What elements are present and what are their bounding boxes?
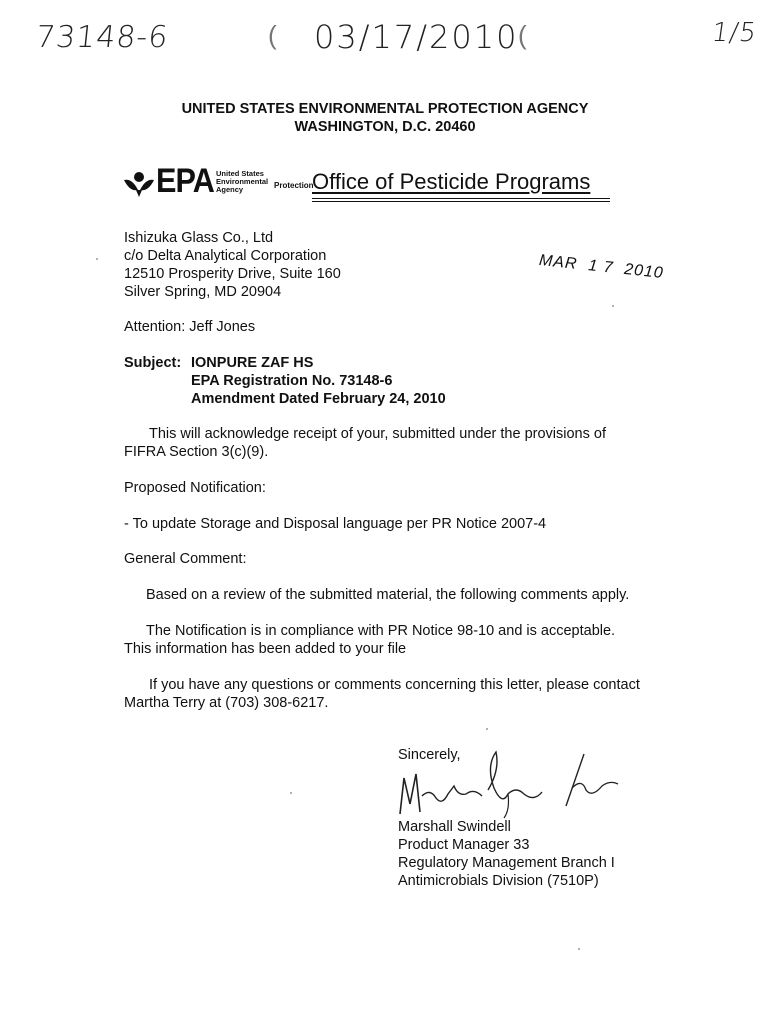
proposed-label: Proposed Notification:: [124, 480, 266, 496]
subject-product: IONPURE ZAF HS: [191, 355, 314, 371]
signer-branch: Regulatory Management Branch I: [398, 855, 615, 871]
office-title: Office of Pesticide Programs: [312, 169, 591, 194]
body-paragraph-2: Based on a review of the submitted material, the following comments apply.: [146, 587, 630, 603]
title-rule: [312, 198, 610, 199]
subject-registration: EPA Registration No. 73148-6: [191, 373, 393, 389]
scan-speck: [96, 258, 98, 260]
epa-small-line: United States: [216, 169, 264, 178]
body-paragraph-4-cont: Martha Terry at (703) 308-6217.: [124, 695, 329, 711]
handwritten-reg-number: 73148-6: [34, 20, 171, 55]
closing-sincerely: Sincerely,: [398, 747, 461, 763]
epa-small-line: Environmental: [216, 177, 269, 186]
epa-flower-logo-icon: [122, 168, 156, 198]
signer-division: Antimicrobials Division (7510P): [398, 873, 599, 889]
scan-speck: [578, 948, 580, 950]
title-rule: [312, 201, 610, 202]
address-line: 12510 Prosperity Drive, Suite 160: [124, 266, 341, 282]
scan-mark: (: [518, 20, 527, 50]
body-paragraph-3-cont: This information has been added to your file: [124, 641, 407, 657]
received-date-stamp: [538, 252, 664, 283]
stamp-day: 1 7: [587, 257, 615, 277]
address-line: Ishizuka Glass Co., Ltd: [124, 230, 274, 246]
attention-line: Attention: Jeff Jones: [124, 319, 256, 335]
epa-small-text: [216, 170, 268, 194]
body-paragraph-1: This will acknowledge receipt of your, submitted under the provisions of: [149, 426, 606, 442]
subject-amendment: Amendment Dated February 24, 2010: [191, 391, 446, 407]
body-paragraph-4: If you have any questions or comments concerning this letter, please contact: [149, 677, 640, 693]
agency-city: WASHINGTON, D.C. 20460: [294, 119, 476, 135]
signer-title: Product Manager 33: [398, 837, 530, 853]
general-comment-label: General Comment:: [124, 551, 247, 567]
proposed-item: - To update Storage and Disposal language per PR Notice 2007-4: [124, 516, 547, 532]
epa-wordmark: EPA: [156, 162, 214, 200]
agency-name: UNITED STATES ENVIRONMENTAL PROTECTION AGENCY: [181, 101, 589, 117]
address-line: c/o Delta Analytical Corporation: [124, 248, 327, 264]
signer-name: Marshall Swindell: [398, 819, 511, 835]
body-paragraph-3: The Notification is in compliance with PR Notice 98-10 and is acceptable.: [146, 623, 616, 639]
scan-mark: (: [268, 20, 277, 50]
body-paragraph-1-cont: FIFRA Section 3(c)(9).: [124, 444, 269, 460]
address-line: Silver Spring, MD 20904: [124, 284, 282, 300]
scan-speck: [612, 305, 614, 307]
handwritten-page-count: 1/5: [709, 18, 759, 48]
scan-speck: [486, 728, 488, 730]
handwritten-date: 03/17/2010: [314, 18, 519, 56]
scan-speck: [290, 792, 292, 794]
epa-protection-text: Protection: [274, 181, 314, 190]
subject-label: Subject:: [124, 355, 182, 371]
handwritten-signature: [396, 748, 626, 820]
epa-small-line: Agency: [216, 185, 244, 194]
stamp-year: 2010: [623, 260, 665, 282]
stamp-month: MAR: [538, 252, 579, 273]
